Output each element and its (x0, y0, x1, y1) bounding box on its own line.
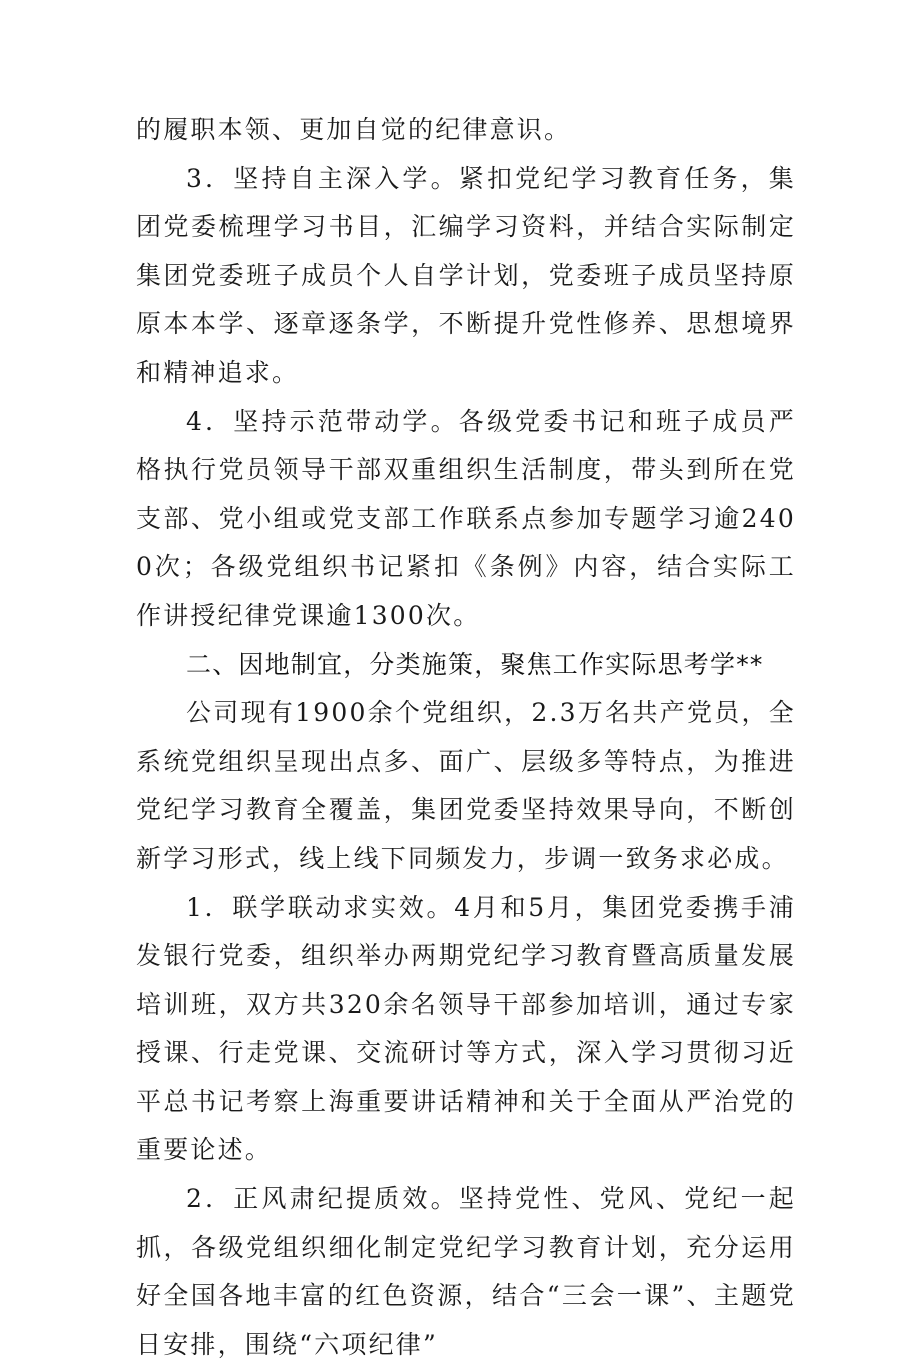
paragraph-item-1: 1．联学联动求实效。4月和5月，集团党委携手浦发银行党委，组织举办两期党纪学习教育暨高质量发展培训班，双方共320余名领导干部参加培训，通过专家授课、行走党课、交流研讨等方式，深入学习贯彻习近平总书记考察上海重要讲话精神和关于全面从严治党的重要论述。 (136, 892, 796, 1165)
paragraph-item-3: 3．坚持自主深入学。紧扣党纪学习教育任务，集团党委梳理学习书目，汇编学习资料，并结合实际制定集团党委班子成员个人自学计划，党委班子成员坚持原原本本学、逐章逐条学，不断提升党性修养、思想境界和精神追求。 (136, 163, 796, 387)
paragraph-continuation: 的履职本领、更加自觉的纪律意识。 (136, 115, 572, 144)
paragraph-item-2: 2．正风肃纪提质效。坚持党性、党风、党纪一起抓，各级党组织细化制定党纪学习教育计划，充分运用好全国各地丰富的红色资源，结合“三会一课”、主题党日安排，围绕“六项纪律” (136, 1184, 796, 1359)
paragraph-item-4: 4．坚持示范带动学。各级党委书记和班子成员严格执行党员领导干部双重组织生活制度，带头到所在党支部、党小组或党支部工作联系点参加专题学习逾2400次；各级党组织书记紧扣《条例》内容，结合实际工作讲授纪律党课逾1300次。 (136, 406, 796, 630)
document-body (136, 106, 796, 1369)
paragraph-section-intro: 公司现有1900余个党组织，2.3万名共产党员，全系统党组织呈现出点多、面广、层级多等特点，为推进党纪学习教育全覆盖，集团党委坚持效果导向，不断创新学习形式，线上线下同频发力，步调一致务求必成。 (136, 698, 796, 873)
section-heading-2: 二、因地制宜，分类施策，聚焦工作实际思考学** (186, 649, 764, 679)
